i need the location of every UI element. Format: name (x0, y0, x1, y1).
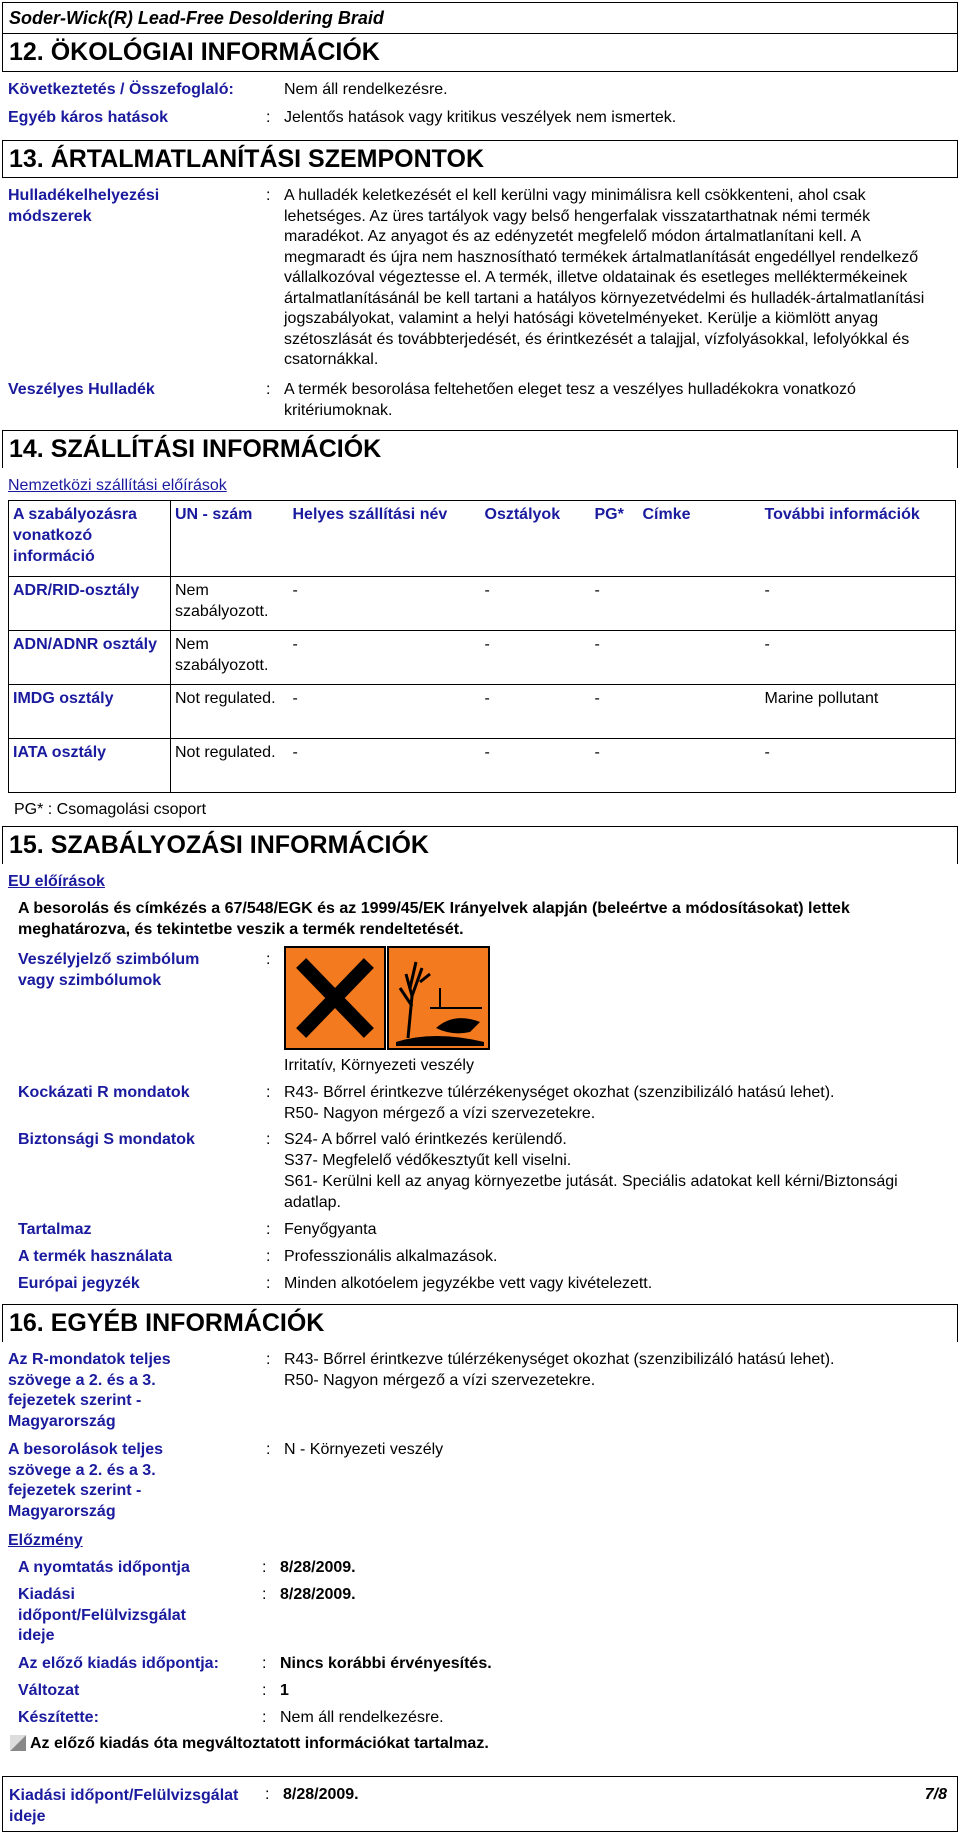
s12-other-label: Egyéb káros hatások (8, 109, 169, 126)
table-row (9, 685, 956, 739)
section-16-header (2, 1304, 958, 1342)
s13-hazardous-label: Veszélyes Hulladék (8, 381, 155, 398)
s16-prev-label: Az előző kiadás időpontja: (18, 1655, 219, 1672)
s14-subheading: Nemzetközi szállítási előírások (8, 477, 227, 494)
s16-prev-colon: : (262, 1655, 267, 1672)
col-shipping-name: Helyes szállítási név (289, 501, 481, 577)
section-15-title: 15. SZABÁLYOZÁSI INFORMÁCIÓK (9, 831, 429, 859)
s15-r-line-1: R43- Bőrrel érintkezve túlérzékenységet okozhat (szenzibilizáló hatású lehet). (284, 1084, 835, 1101)
row-name: ADR/RID-osztály (9, 577, 171, 631)
table-row (9, 577, 956, 631)
s15-contains-label: Tartalmaz (18, 1221, 92, 1238)
row-label (639, 631, 761, 685)
col-label: Címke (639, 501, 761, 577)
s15-s-line-2: S37- Megfelelő védőkesztyűt kell viselni. (284, 1152, 572, 1169)
col-additional: További információk (761, 501, 956, 577)
section-16-title: 16. EGYÉB INFORMÁCIÓK (9, 1309, 325, 1337)
row-pg: - (591, 631, 639, 685)
row-name: IATA osztály (9, 739, 171, 793)
s16-class-full-value: N - Környezeti veszély (284, 1441, 444, 1458)
col-un: UN - szám (171, 501, 289, 577)
s13-hazardous-text: A termék besorolása feltehetően eleget tesz a veszélyes hulladékokra vonatkozó kritériumoknak. (284, 381, 856, 419)
row-ship: - (289, 685, 481, 739)
s15-symbol-label: Veszélyjelző szimbólum vagy szimbólumok (18, 951, 200, 989)
row-info: Marine pollutant (761, 685, 956, 739)
s12-other-colon: : (266, 109, 271, 126)
row-name: ADN/ADNR osztály (9, 631, 171, 685)
s15-inventory-colon: : (266, 1275, 271, 1292)
row-ship: - (289, 577, 481, 631)
section-12-title: 12. ÖKOLÓGIAI INFORMÁCIÓK (9, 38, 380, 66)
s15-subheading: EU előírások (8, 873, 105, 890)
col-pg: PG* (591, 501, 639, 577)
s16-r-full-line-1: R43- Bőrrel érintkezve túlérzékenységet okozhat (szenzibilizáló hatású lehet). (284, 1351, 835, 1368)
page-number: 7/8 (924, 1786, 947, 1803)
s16-prepared-value: Nem áll rendelkezésre. (280, 1709, 444, 1726)
change-marker-icon (10, 1735, 26, 1751)
s12-other-value: Jelentős hatások vagy kritikus veszélyek nem ismertek. (284, 109, 677, 126)
s16-prepared-label: Készítette: (18, 1709, 99, 1726)
s16-r-full-label: Az R-mondatok teljes szövege a 2. és a 3. fejezetek szerint - Magyarország (8, 1351, 171, 1430)
table-row (9, 631, 956, 685)
s15-use-value: Professzionális alkalmazások. (284, 1248, 498, 1265)
environment-hazard-icon (388, 947, 489, 1049)
row-un: Nem szabályozott. (171, 577, 289, 631)
s15-symbol-colon: : (266, 951, 271, 968)
row-ship: - (289, 631, 481, 685)
s16-changed-note: Az előző kiadás óta megváltoztatott információkat tartalmaz. (30, 1735, 489, 1752)
s16-class-full-colon: : (266, 1441, 271, 1458)
row-name: IMDG osztály (9, 685, 171, 739)
s15-s-colon: : (266, 1131, 271, 1148)
row-info: - (761, 739, 956, 793)
header-bar (2, 2, 958, 34)
s13-methods-label: Hulladékelhelyezési módszerek (8, 187, 160, 225)
s15-contains-value: Fenyőgyanta (284, 1221, 377, 1238)
s16-issue-value: 8/28/2009. (280, 1586, 356, 1603)
section-14-header (2, 430, 958, 468)
s16-print-label: A nyomtatás időpontja (18, 1559, 190, 1576)
s15-s-label: Biztonsági S mondatok (18, 1131, 195, 1148)
s15-r-line-2: R50- Nagyon mérgező a vízi szervezetekre. (284, 1105, 596, 1122)
s16-prev-value: Nincs korábbi érvényesítés. (280, 1655, 492, 1672)
section-15-header (2, 826, 958, 864)
s15-inventory-label: Európai jegyzék (18, 1275, 140, 1292)
col-regulation: A szabályozásra vonatkozó információ (9, 501, 171, 577)
s13-hazardous-colon: : (266, 381, 271, 398)
s15-use-colon: : (266, 1248, 271, 1265)
row-pg: - (591, 577, 639, 631)
section-12-header (2, 34, 958, 72)
footer-date: 8/28/2009. (283, 1786, 359, 1803)
s16-r-full-colon: : (266, 1351, 271, 1368)
row-class: - (481, 739, 591, 793)
row-info: - (761, 631, 956, 685)
row-class: - (481, 577, 591, 631)
s13-methods-colon: : (266, 187, 271, 204)
s15-r-label: Kockázati R mondatok (18, 1084, 190, 1101)
footer-label: Kiadási időpont/Felülvizsgálat ideje (9, 1787, 239, 1825)
transport-table-header (9, 501, 956, 577)
s16-issue-label: Kiadási időpont/Felülvizsgálat ideje (18, 1586, 187, 1644)
s15-use-label: A termék használata (18, 1248, 173, 1265)
s16-prepared-colon: : (262, 1709, 267, 1726)
s16-r-full-line-2: R50- Nagyon mérgező a vízi szervezetekre. (284, 1372, 596, 1389)
row-label (639, 739, 761, 793)
section-13-title: 13. ÁRTALMATLANÍTÁSI SZEMPONTOK (9, 145, 484, 173)
hazard-symbols (284, 946, 490, 1050)
transport-table (8, 500, 956, 793)
s15-intro: A besorolás és címkézés a 67/548/EGK és az 1999/45/EK Irányelvek alapján (beleértve a módosításokat) lettek meghatározva, és tekintetbe veszik a termék rendeltetését. (18, 900, 850, 938)
s14-footnote: PG* : Csomagolási csoport (14, 801, 207, 818)
row-pg: - (591, 685, 639, 739)
product-title: Soder-Wick(R) Lead-Free Desoldering Braid (9, 8, 384, 28)
row-label (639, 577, 761, 631)
row-class: - (481, 631, 591, 685)
s15-inventory-value: Minden alkotóelem jegyzékbe vett vagy kivételezett. (284, 1275, 653, 1292)
s16-version-label: Változat (18, 1682, 80, 1699)
section-13-header (2, 140, 958, 178)
s13-methods-text: A hulladék keletkezését el kell kerülni vagy minimálisra kell csökkenteni, ahol csak lehetséges. Az üres tartályok vagy belső hengerfalak visszatarthatnak némi termék maradékot. Az anyagot és az edényzetét megfelelő módon ártalmatlanítani kell. A megmaradt és újra nem hasznosítható termékek ártalmatlanítását engedéllyel rendelkező vállalkozóval végeztesse el. A termék, illetve oldatainak és esetleges melléktermékeinek ártalmatlanításánál be kell tartani a hatályos környezetvédelmi és hulladék-ártalmatlanítási jogszabályokat, valamint a helyi hatósági követelményeket. Kerülje a kiömlött anyag szétoszlását és továbbterjedését, és érintkezését a talajjal, vízfolyásokkal, lefolyókkal és csatornákkal. (284, 187, 925, 368)
row-info: - (761, 577, 956, 631)
s16-history-heading: Előzmény (8, 1532, 83, 1549)
s16-class-full-label: A besorolások teljes szövege a 2. és a 3. fejezetek szerint - Magyarország (8, 1441, 164, 1520)
s16-print-value: 8/28/2009. (280, 1559, 356, 1576)
row-un: Not regulated. (171, 739, 289, 793)
footer-colon: : (265, 1786, 270, 1803)
row-ship: - (289, 739, 481, 793)
row-class: - (481, 685, 591, 739)
s15-s-line-1: S24- A bőrrel való érintkezés kerülendő. (284, 1131, 567, 1148)
s16-issue-colon: : (262, 1586, 267, 1603)
s12-summary-value: Nem áll rendelkezésre. (284, 81, 448, 98)
section-14-title: 14. SZÁLLÍTÁSI INFORMÁCIÓK (9, 435, 382, 463)
row-label (639, 685, 761, 739)
s16-version-colon: : (262, 1682, 267, 1699)
row-un: Nem szabályozott. (171, 631, 289, 685)
s16-version-value: 1 (280, 1682, 289, 1699)
page-footer (2, 1776, 958, 1832)
s15-symbol-caption: Irritatív, Környezeti veszély (284, 1057, 474, 1074)
col-classes: Osztályok (481, 501, 591, 577)
s15-r-colon: : (266, 1084, 271, 1101)
irritant-x-icon (285, 947, 385, 1049)
table-row (9, 739, 956, 793)
row-un: Not regulated. (171, 685, 289, 739)
s15-s-line-3: S61- Kerülni kell az anyag környezetbe jutását. Speciális adatokat kell kérni/Biztonsági adatlap. (284, 1173, 898, 1211)
s12-summary-label: Következtetés / Összefoglaló: (8, 81, 234, 98)
row-pg: - (591, 739, 639, 793)
s15-contains-colon: : (266, 1221, 271, 1238)
s16-print-colon: : (262, 1559, 267, 1576)
